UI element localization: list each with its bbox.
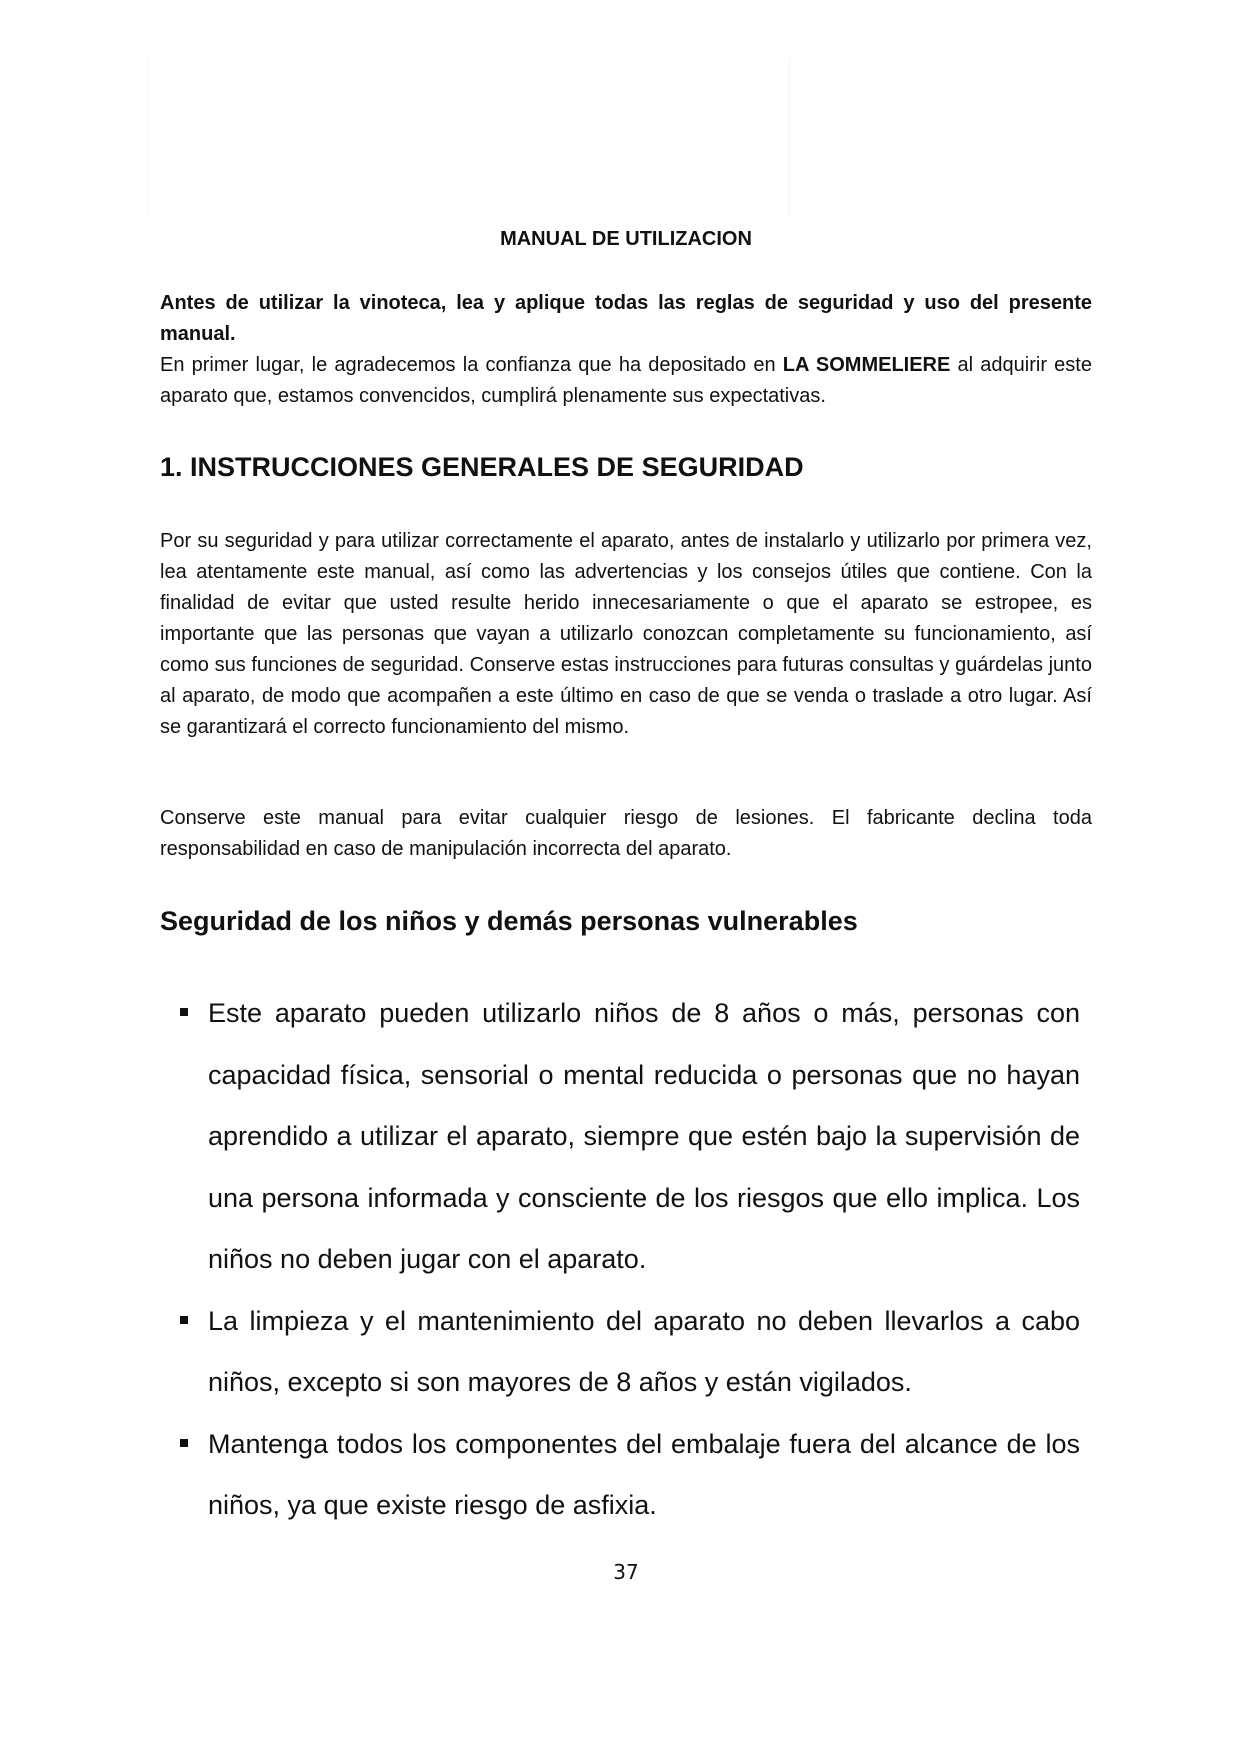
list-item [180, 1414, 1080, 1537]
intro-text-after-brand: al adquirir este aparato que, estamos convencidos, cumplirá plenamente sus expectativas. [160, 354, 1092, 407]
list-item-text: Mantenga todos los componentes del embalaje fuera del alcance de los niños, ya que existe riesgo de asfixia. [208, 1428, 1080, 1520]
intro-block [160, 288, 1092, 412]
list-item-text: Este aparato pueden utilizarlo niños de 8 años o más, personas con capacidad física, sensorial o mental reducida o personas que no hayan aprendido a utilizar el aparato, siempre que estén bajo la supervisión de una persona informada y consciente de los riesgos que ello implica. Los niños no deben jugar con el aparato. [208, 998, 1080, 1274]
general-safety-paragraph: Por su seguridad y para utilizar correctamente el aparato, antes de instalarlo y utilizarlo por primera vez, lea atentamente este manual, así como las advertencias y los consejos útiles que contiene. Con la finalidad de evitar que usted resulte herido innecesariamente o que el aparato se estropee, es importante que las personas que vayan a utilizarlo conozcan completamente su funcionamiento, así como sus funciones de seguridad. Conserve estas instrucciones para futuras consultas y guárdelas junto al aparato, de modo que acompañen a este último en caso de que se venda o traslade a otro lugar. Así se garantizará el correcto funcionamiento del mismo. [160, 530, 1092, 738]
list-item [180, 1291, 1080, 1414]
square-bullet-icon [180, 1008, 188, 1016]
child-safety-list [180, 983, 1080, 1537]
intro-text-before-brand: En primer lugar, le agradecemos la confianza que ha depositado en [160, 354, 783, 376]
brand-name: LA SOMMELIERE [782, 354, 951, 376]
intro-bold-notice: Antes de utilizar la vinoteca, lea y aplique todas las reglas de seguridad y uso del presente manual. [160, 292, 1092, 345]
section-heading-child-safety: Seguridad de los niños y demás personas vulnerables [160, 906, 858, 936]
document-title: MANUAL DE UTILIZACION [500, 228, 752, 250]
list-item-text: La limpieza y el mantenimiento del aparato no deben llevarlos a cabo niños, excepto si son mayores de 8 años y están vigilados. [208, 1305, 1080, 1397]
manual-keep-paragraph: Conserve este manual para evitar cualquier riesgo de lesiones. El fabricante declina toda responsabilidad en caso de manipulación incorrecta del aparato. [160, 807, 1092, 860]
page-number: 37 [613, 1560, 639, 1584]
square-bullet-icon [180, 1439, 188, 1447]
scan-artifact-box [148, 58, 790, 218]
list-item [180, 983, 1080, 1291]
square-bullet-icon [180, 1316, 188, 1324]
intro-thanks [160, 350, 1092, 412]
section-heading-general-safety: 1. INSTRUCCIONES GENERALES DE SEGURIDAD [160, 452, 804, 482]
